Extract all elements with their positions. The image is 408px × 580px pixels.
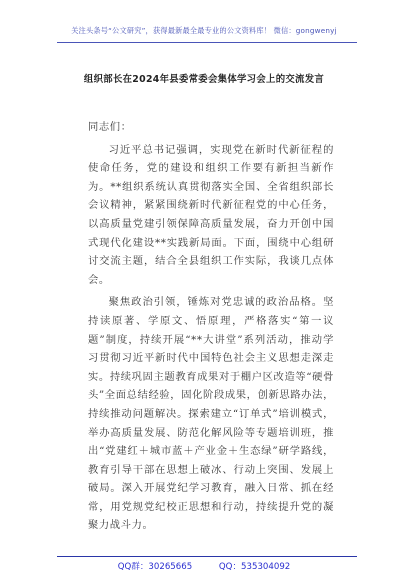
header-divider bbox=[57, 42, 357, 43]
header-notice: 关注头条号“公文研究”，获得最新最全最专业的公文资料库！ 微信：gongwenyj bbox=[71, 26, 337, 35]
paragraph-1: 习近平总书记强调，实现党在新时代新征程的使命任务，党的建设和组织工作要有新担当新作为。**组织系统认真贯彻落实全国、全省组织部长会议精神，紧紧围绕新时代新征程党的中心任务，以高质量党建引领保障高质量发展，奋力开创中国式现代化建设**实践新局面。下面，围绕中心组研讨交流主题，结合全县组织工作实际，我谈几点体会。 bbox=[88, 143, 334, 286]
footer-divider bbox=[57, 556, 357, 557]
qq-number: QQ：535304092 bbox=[218, 562, 291, 572]
salutation: 同志们： bbox=[88, 121, 132, 133]
qq-group-number: QQ群：30265665 bbox=[117, 562, 193, 572]
document-title: 组织部长在2024年县委常委会集体学习会上的交流发言 bbox=[83, 74, 325, 85]
footer-contact bbox=[0, 560, 408, 572]
document-body bbox=[88, 118, 334, 539]
paragraph-2: 聚焦政治引领，锤炼对党忠诚的政治品格。坚持读原著、学原文、悟原理，严格落实“第一议题”制度，持续开展“**大讲堂”系列活动，推动学习贯彻习近平新时代中国特色社会主义思想走深走实。持续巩固主题教育成果对于棚户区改造等“硬骨头”全面总结经验，固化阶段成果，创新思路办法，持续推动问题解决。探索建立“订单式”培训模式，举办高质量发展、防范化解风险等专题培训班，推出“党建红＋城市蓝＋产业金＋生态绿”研学路线，教育引导干部在思想上破冰、行动上突围、发展上破局。深入开展党纪学习教育，融入日常、抓在经常，用党规党纪校正思想和行动，持续提升党的凝聚力战斗力。 bbox=[88, 296, 334, 532]
